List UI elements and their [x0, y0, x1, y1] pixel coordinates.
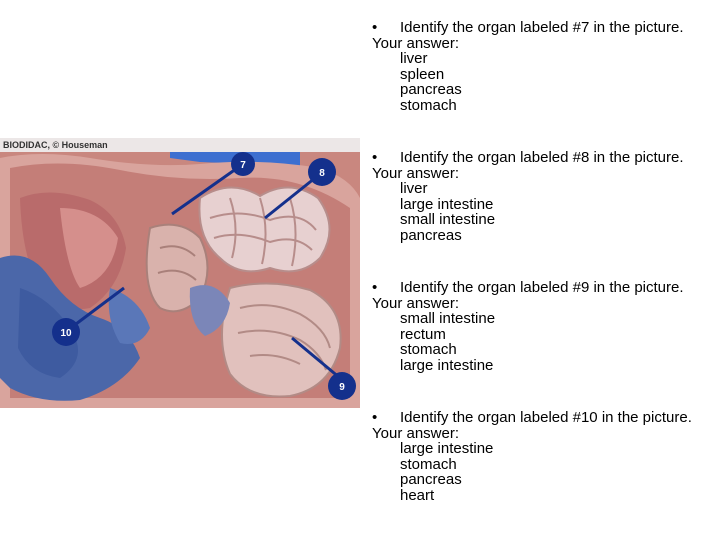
question-10: [372, 410, 712, 540]
answer-option[interactable]: pancreas: [400, 81, 462, 98]
svg-text:9: 9: [339, 382, 345, 393]
question-8: [372, 150, 712, 280]
answer-option[interactable]: stomach: [400, 96, 457, 114]
answer-option[interactable]: heart: [400, 486, 435, 504]
answer-option[interactable]: pancreas: [400, 226, 462, 244]
answer-option[interactable]: liver: [400, 180, 428, 197]
answer-option[interactable]: large intestine: [400, 195, 494, 213]
svg-text:8: 8: [319, 168, 325, 179]
answer-options: [400, 181, 712, 243]
answer-option[interactable]: stomach: [400, 341, 457, 358]
answer-option[interactable]: stomach: [400, 455, 457, 473]
svg-text:7: 7: [240, 160, 246, 171]
marker-7: [231, 152, 255, 176]
question-7: [372, 20, 712, 150]
marker-10: [52, 318, 80, 346]
answer-option[interactable]: large intestine: [400, 440, 494, 457]
marker-8: [308, 158, 336, 186]
answer-option[interactable]: small intestine: [400, 310, 496, 327]
photo-credit: BIODIDAC, © Houseman: [3, 140, 108, 150]
answer-option[interactable]: pancreas: [400, 471, 462, 488]
bullet: •: [372, 409, 378, 426]
dissection-photo: [0, 138, 360, 408]
answer-option[interactable]: large intestine: [400, 356, 494, 374]
question-9: [372, 280, 712, 410]
answer-options: [400, 51, 712, 113]
answer-options: [400, 311, 712, 373]
bullet: •: [372, 279, 378, 296]
answer-option[interactable]: liver: [400, 50, 428, 67]
bullet: •: [372, 19, 378, 36]
marker-9: [328, 372, 356, 400]
answer-options: [400, 441, 712, 503]
question-prompt: Identify the organ labeled #7 in the picture.: [400, 19, 684, 36]
answer-option[interactable]: rectum: [400, 325, 446, 343]
answer-label: Your answer:: [372, 164, 459, 182]
question-prompt: Identify the organ labeled #10 in the picture.: [400, 409, 692, 426]
svg-text:10: 10: [60, 328, 72, 339]
question-prompt: Identify the organ labeled #8 in the picture.: [400, 149, 684, 166]
answer-option[interactable]: spleen: [400, 65, 445, 83]
bullet: •: [372, 149, 378, 166]
answer-label: Your answer:: [372, 424, 459, 442]
question-prompt: Identify the organ labeled #9 in the picture.: [400, 279, 684, 296]
answer-label: Your answer:: [372, 294, 459, 312]
answer-option[interactable]: small intestine: [400, 211, 496, 228]
answer-label: Your answer:: [372, 34, 459, 52]
question-list: [372, 20, 712, 540]
